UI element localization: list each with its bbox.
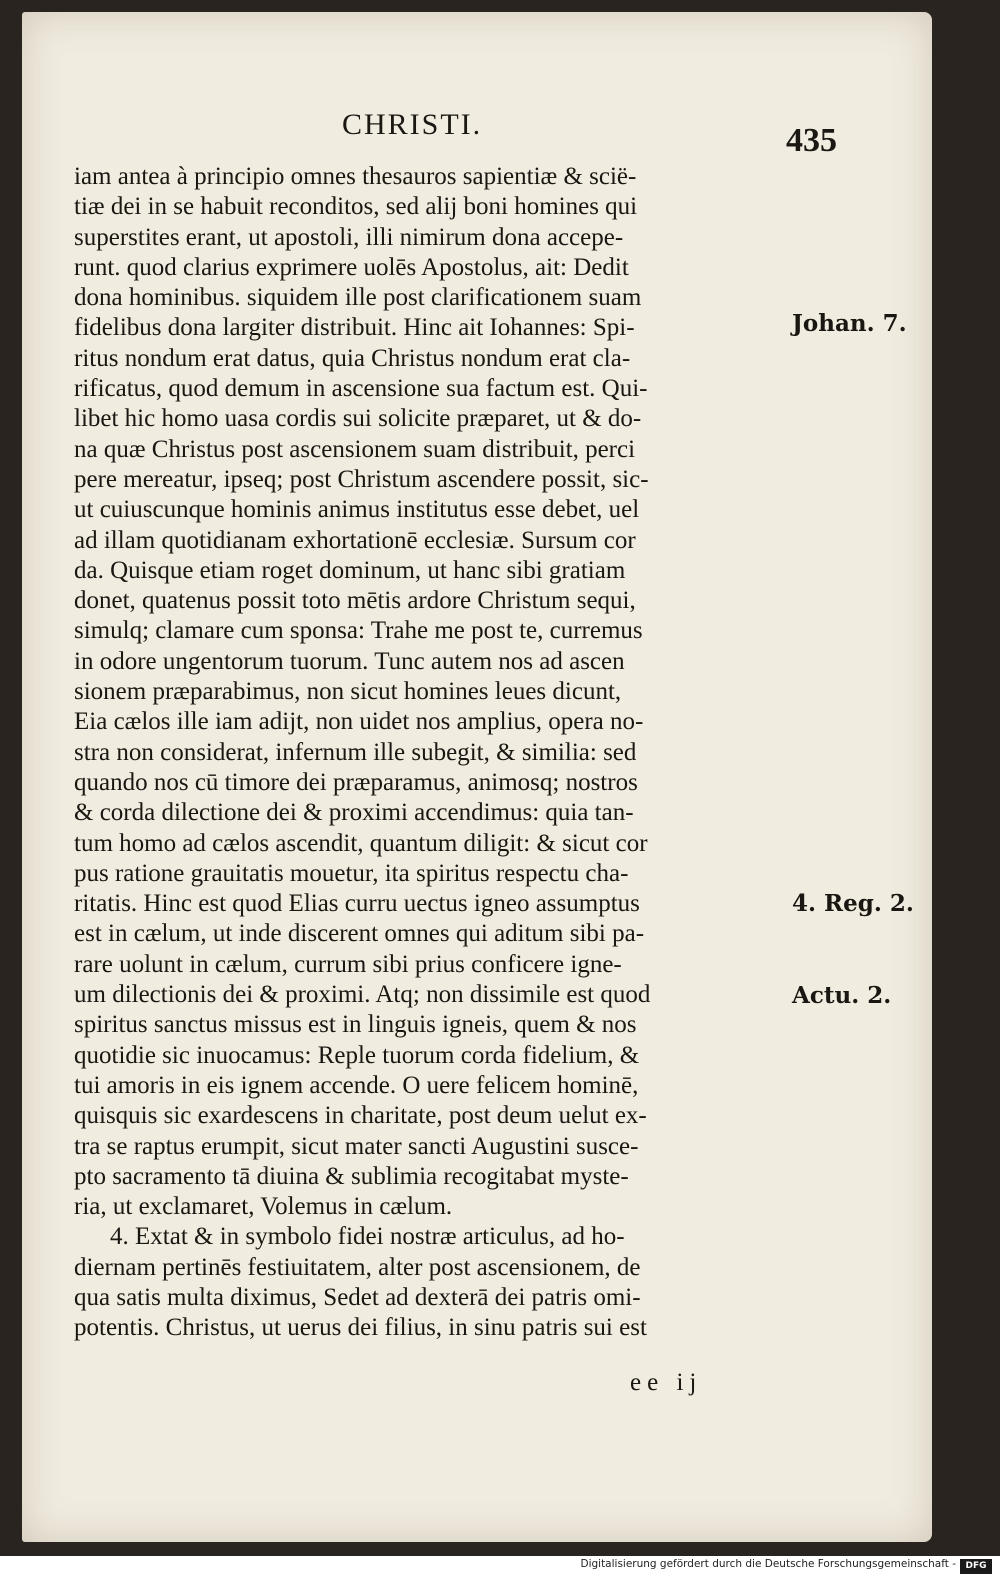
text-line: iam antea à principio omnes thesauros sapientiæ & scië-: [74, 163, 637, 190]
marginal-note-john: Johan. 7.: [792, 310, 907, 337]
text-line: tiæ dei in se habuit reconditos, sed alij boni homines qui: [74, 193, 638, 221]
text-line: pere mereatur, ipseq; post Christum ascendere possit, sic-: [74, 465, 649, 493]
body-text: [74, 162, 790, 1344]
text-line: stra non considerat, infernum ille subegit, & similia: sed: [74, 738, 637, 766]
text-line: ut cuiuscunque hominis animus institutus esse debet, uel: [74, 496, 640, 524]
text-line: simulq; clamare cum sponsa: Trahe me post te, curremus: [74, 617, 643, 645]
text-line: rare uolunt in cælum, currum sibi prius conficere igne-: [74, 950, 622, 978]
text-line: spiritus sanctus missus est in linguis igneis, quem & nos: [74, 1011, 637, 1039]
text-line: in odore ungentorum tuorum. Tunc autem nos ad ascen: [74, 647, 625, 675]
text-line: ritus nondum erat datus, quia Christus nondum erat cla-: [74, 344, 631, 372]
signature-mark: ee ij: [630, 1369, 703, 1396]
text-line: ritatis. Hinc est quod Elias curru uectus igneo assumptus: [74, 890, 640, 918]
text-line: quando nos cū timore dei præparamus, animosq; nostros: [74, 768, 638, 796]
text-line: donet, quatenus possit toto mētis ardore Christum sequi,: [74, 587, 636, 615]
text-line: superstites erant, ut apostoli, illi nimirum dona accepe-: [74, 223, 624, 251]
text-line: fidelibus dona largiter distribuit. Hinc ait Iohannes: Spi-: [74, 314, 635, 342]
text-line: runt. quod clarius exprimere uolēs Apostolus, ait: Dedit: [74, 253, 629, 281]
text-line: quisquis sic exardescens in charitate, post deum uelut ex-: [74, 1102, 647, 1130]
marginal-note-acts: Actu. 2.: [792, 982, 892, 1009]
marginal-note-kings: 4. Reg. 2.: [792, 890, 914, 917]
text-line: sionem præparabimus, non sicut homines leues dicunt,: [74, 678, 622, 706]
text-line: pto sacramento tā diuina & sublimia recogitabat myste-: [74, 1162, 629, 1190]
page-number: 435: [786, 122, 837, 159]
text-line: quotidie sic inuocamus: Reple tuorum corda fidelium, &: [74, 1041, 640, 1069]
funding-credit: Digitalisierung gefördert durch die Deutsche Forschungsgemeinschaft -: [580, 1558, 956, 1570]
text-line: pus ratione grauitatis mouetur, ita spiritus respectu cha-: [74, 859, 629, 887]
text-line: tui amoris in eis ignem accende. O uere felicem hominē,: [74, 1071, 639, 1099]
text-line: dona hominibus. siquidem ille post clarificationem suam: [74, 284, 642, 312]
text-line: um dilectionis dei & proximi. Atq; non dissimile est quod: [74, 981, 651, 1009]
text-line: da. Quisque etiam roget dominum, ut hanc sibi gratiam: [74, 556, 626, 584]
text-line: & corda dilectione dei & proximi accendimus: quia tan-: [74, 799, 634, 827]
text-line: tum homo ad cælos ascendit, quantum diligit: & sicut cor: [74, 829, 648, 857]
text-line: est in cælum, ut inde discerent omnes qui aditum sibi pa-: [74, 920, 645, 948]
text-line: potentis. Christus, ut uerus dei filius, in sinu patris sui est: [74, 1314, 647, 1342]
text-line: ad illam quotidianam exhortationē ecclesiæ. Sursum cor: [74, 526, 636, 554]
text-line: na quæ Christus post ascensionem suam distribuit, perci: [74, 435, 636, 463]
text-line: libet hic homo uasa cordis sui solicite præparet, ut & do-: [74, 405, 642, 433]
text-line: diernam pertinēs festiuitatem, alter post ascensionem, de: [74, 1253, 641, 1281]
text-line: 4. Extat & in symbolo fidei nostræ articulus, ad ho-: [110, 1223, 625, 1251]
text-line: tra se raptus erumpit, sicut mater sancti Augustini susce-: [74, 1132, 639, 1160]
running-head: CHRISTI.: [342, 108, 483, 141]
book-page: [22, 12, 932, 1542]
dfg-logo: DFG: [960, 1559, 992, 1574]
footer-bar: [0, 1556, 1000, 1579]
text-line: rificatus, quod demum in ascensione sua factum est. Qui-: [74, 375, 648, 403]
text-line: Eia cælos ille iam adijt, non uidet nos amplius, opera no-: [74, 708, 644, 736]
text-line: qua satis multa diximus, Sedet ad dexterā dei patris omi-: [74, 1283, 641, 1311]
text-line: ria, ut exclamaret, Volemus in cælum.: [74, 1193, 453, 1221]
